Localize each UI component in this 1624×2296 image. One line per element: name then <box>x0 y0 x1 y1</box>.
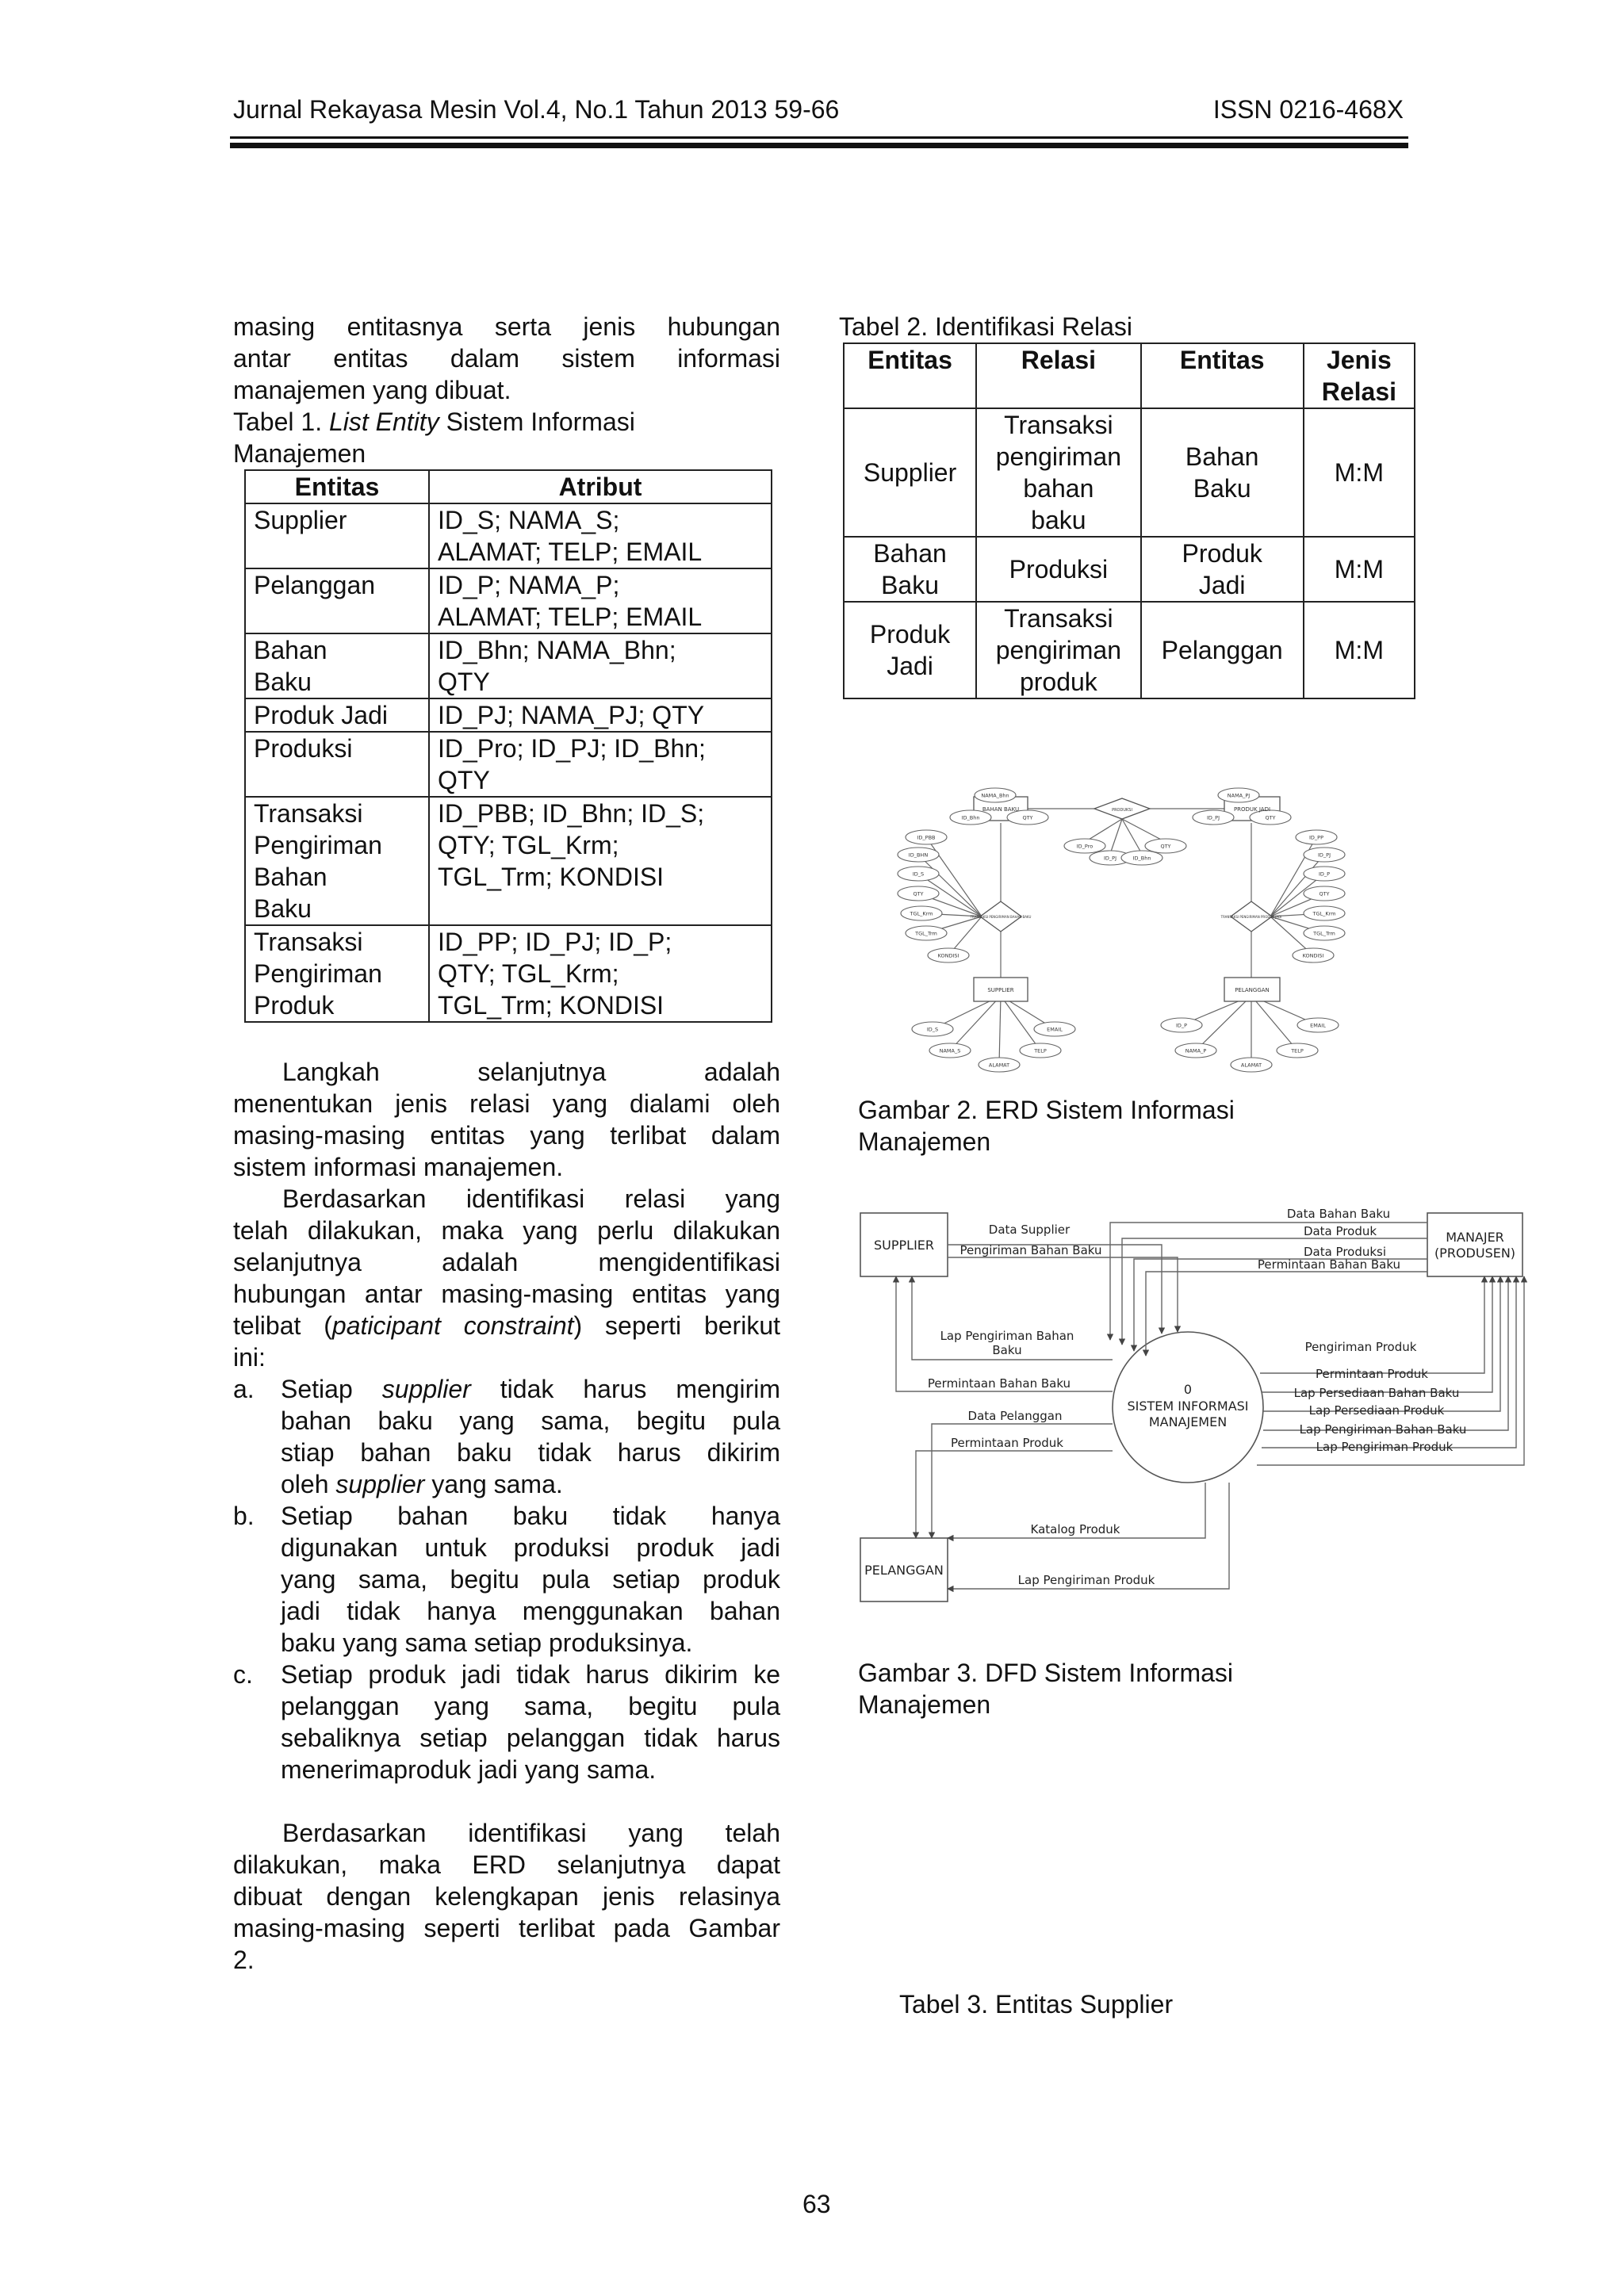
table2-row <box>844 602 1415 698</box>
caption-line: Manajemen <box>858 1690 991 1719</box>
erd-attribute-label: QTY <box>913 890 924 897</box>
list-label: a. <box>233 1375 255 1403</box>
erd-attribute-label: ID_Pro <box>1076 843 1094 850</box>
table1-row <box>245 503 772 568</box>
table2-cell <box>976 602 1141 698</box>
table2-row <box>844 408 1415 537</box>
list-item-b <box>233 1500 780 1659</box>
left-column <box>233 311 780 1976</box>
cell-line: Baku <box>1193 474 1251 503</box>
text-part: ) seperti berikut <box>573 1311 781 1340</box>
text-part: oleh <box>281 1470 336 1498</box>
erd-attribute-label: ID_S <box>912 871 925 878</box>
dfd-label: MANAJEMEN <box>1148 1414 1228 1429</box>
text-part: telibat ( <box>233 1311 332 1340</box>
cell-line: Produk <box>254 991 335 1020</box>
cell-line: ID_Bhn; NAMA_Bhn; <box>438 636 676 664</box>
flow-label: Lap Persediaan Bahan Baku <box>1293 1386 1460 1400</box>
text-line: yang sama, begitu pula setiap produk <box>281 1565 780 1594</box>
table1-cell-entitas <box>245 633 429 698</box>
erd-attribute-label: ID_PP <box>1308 834 1324 841</box>
erd-attribute-label: KONDISI <box>1302 952 1324 959</box>
erd-attribute-label: NAMA_PJ <box>1227 792 1251 799</box>
text-line: hubungan antar masing-masing entitas yang <box>233 1280 780 1308</box>
erd-attribute-label: ALAMAT <box>988 1062 1010 1069</box>
running-header-journal: Jurnal Rekayasa Mesin Vol.4, No.1 Tahun 2013 59-66 <box>233 95 840 124</box>
cell-line: Bahan <box>254 863 327 891</box>
cell-line: Bahan <box>873 539 947 568</box>
table1-row <box>245 925 772 1022</box>
running-header-issn: ISSN 0216-468X <box>1212 95 1404 124</box>
paragraph-berdasarkan <box>233 1183 780 1373</box>
flow-label: Data Pelanggan <box>967 1409 1063 1423</box>
table1-cell-atribut <box>429 633 772 698</box>
erd-label: TRANSAKSI PENGIRIMAN BAHAN BAKU <box>970 915 1032 919</box>
flow-label: Pengiriman Bahan Baku <box>959 1243 1102 1257</box>
cell-line: pengiriman <box>995 636 1122 664</box>
cell-line: pengiriman <box>995 442 1122 471</box>
cell-line: ID_PBB; ID_Bhn; ID_S; <box>438 799 705 828</box>
cell-line: Bahan <box>1185 442 1259 471</box>
text-line: Berdasarkan identifikasi yang telah <box>282 1819 780 1847</box>
text-italic: supplier <box>381 1375 471 1403</box>
text-line: sebaliknya setiap pelanggan tidak harus <box>281 1724 780 1752</box>
cell-line: M:M <box>1334 555 1384 584</box>
table2-header <box>1304 343 1415 408</box>
cell-line: ALAMAT; TELP; EMAIL <box>438 538 703 566</box>
erd-attribute-label: ID_PBB <box>917 834 936 841</box>
erd-attribute-label: ID_Bhn <box>1132 855 1151 862</box>
table1-cell-entitas <box>245 698 429 732</box>
table1-caption-line2: Manajemen <box>233 439 366 468</box>
cell-line: TGL_Trm; KONDISI <box>438 863 665 891</box>
erd-attribute-label: QTY <box>1022 814 1033 821</box>
cell-line: Produksi <box>1009 555 1109 584</box>
caption-italic: List Entity <box>328 408 439 436</box>
text-italic: paticipant constraint <box>331 1311 574 1340</box>
table2-header <box>844 343 976 408</box>
cell-line: Supplier <box>254 506 347 534</box>
text-line: menentukan jenis relasi yang dialami oleh <box>233 1089 780 1118</box>
text-line <box>281 1373 780 1405</box>
table1-row <box>245 797 772 925</box>
text-line: masing-masing entitas yang terlibat dalam <box>233 1121 780 1150</box>
dfd-diagram <box>848 1189 1530 1617</box>
cell-line: ID_PP; ID_PJ; ID_P; <box>438 928 672 956</box>
flow-label: Lap Persediaan Produk <box>1308 1403 1445 1418</box>
flow-label: Permintaan Bahan Baku <box>1257 1257 1401 1272</box>
paragraph-erd-intro <box>233 1817 780 1976</box>
table1-cell-atribut <box>429 503 772 568</box>
table3-caption: Tabel 3. Entitas Supplier <box>899 1990 1174 2019</box>
dfd-label: MANAJER <box>1446 1230 1504 1245</box>
erd-label: PELANGGAN <box>1235 987 1270 993</box>
flow-label: Data Produksi <box>1303 1245 1387 1259</box>
table1-caption <box>233 406 780 438</box>
table2-cell <box>1304 602 1415 698</box>
dfd-entity-manajer <box>1427 1213 1522 1276</box>
paragraph-langkah <box>233 1056 780 1183</box>
table1-row <box>245 732 772 797</box>
cell-line: Supplier <box>863 458 957 487</box>
cell-line: Pengiriman <box>254 831 382 859</box>
figure3-caption <box>858 1657 1233 1720</box>
table1-header-entitas: Entitas <box>245 470 429 503</box>
flow-label: Lap Pengiriman Bahan Baku <box>1299 1422 1467 1437</box>
table1-cell-atribut <box>429 797 772 925</box>
cell-line: Jadi <box>1198 571 1246 599</box>
text-line: pelanggan yang sama, begitu pula <box>281 1692 780 1720</box>
erd-diagram <box>872 725 1411 1098</box>
text-line: dibuat dengan kelengkapan jenis relasinya <box>233 1882 780 1911</box>
dfd-label: SISTEM INFORMASI <box>1127 1399 1249 1414</box>
erd-attribute-label: ID_P <box>1318 871 1331 878</box>
flow-label: Data Produk <box>1303 1224 1377 1238</box>
text-line: antar entitas dalam sistem informasi <box>233 344 780 373</box>
text-italic: supplier <box>335 1470 425 1498</box>
cell-line: bahan <box>1023 474 1094 503</box>
erd-attribute-label: TGL_Trm <box>915 930 937 937</box>
erd-attribute-label: ALAMAT <box>1240 1062 1262 1069</box>
flow-label: Permintaan Produk <box>1316 1367 1428 1381</box>
table-identifikasi-relasi <box>843 342 1415 699</box>
table2-row <box>844 537 1415 602</box>
cell-line: Transaksi <box>1004 411 1113 439</box>
erd-attribute-label: KONDISI <box>937 952 959 959</box>
caption-line: Gambar 2. ERD Sistem Informasi <box>858 1096 1235 1124</box>
caption-part: Tabel 1. <box>233 408 329 436</box>
header-rule-thin <box>230 136 1408 139</box>
cell-line: QTY <box>438 668 490 696</box>
flow-label: Lap Pengiriman Produk <box>1017 1573 1155 1587</box>
text-part: Setiap <box>281 1375 382 1403</box>
flow-label: Lap Pengiriman Bahan <box>940 1329 1074 1343</box>
table1-row <box>245 698 772 732</box>
erd-label: SUPPLIER <box>987 987 1014 993</box>
cell-line: Baku <box>881 571 940 599</box>
cell-line: Baku <box>254 668 312 696</box>
erd-attribute-label: NAMA_Bhn <box>981 792 1009 799</box>
cell-line: Produksi <box>254 734 353 763</box>
erd-attribute-label: TGL_Trm <box>1313 930 1335 937</box>
flow-label: Data Supplier <box>988 1223 1071 1237</box>
cell-line: Transaksi <box>254 799 363 828</box>
cell-line: ID_P; NAMA_P; <box>438 571 620 599</box>
cell-line: M:M <box>1334 636 1384 664</box>
cell-line: Relasi <box>1021 346 1096 374</box>
cell-line: Entitas <box>868 346 952 374</box>
figure2-caption <box>858 1094 1235 1158</box>
cell-line: TGL_Trm; KONDISI <box>438 991 665 1020</box>
flow-label: Baku <box>992 1343 1022 1357</box>
erd-attribute-label: ID_BHN <box>908 851 929 859</box>
table-list-entity <box>244 469 772 1023</box>
list-item-c <box>233 1659 780 1785</box>
text-part: tidak harus mengirim <box>470 1375 781 1403</box>
text-line: manajemen yang dibuat. <box>233 376 511 404</box>
text-line: menerimaproduk jadi yang sama. <box>281 1755 657 1784</box>
table2-cell <box>1304 408 1415 537</box>
table1-header-atribut: Atribut <box>429 470 772 503</box>
text-line: Berdasarkan identifikasi relasi yang <box>282 1184 780 1213</box>
cell-line: QTY <box>438 766 490 794</box>
table2-cell <box>976 408 1141 537</box>
text-line <box>281 1468 780 1500</box>
table2-header <box>1141 343 1304 408</box>
table2-caption: Tabel 2. Identifikasi Relasi <box>839 312 1132 341</box>
flow-label: Data Bahan Baku <box>1286 1207 1391 1221</box>
cell-line: Pengiriman <box>254 959 382 988</box>
table2-cell <box>844 602 976 698</box>
erd-attribute-label: TELP <box>1291 1047 1304 1054</box>
erd-attribute-label: ID_PJ <box>1103 855 1117 862</box>
erd-attribute-label: TGL_Krm <box>1312 910 1336 917</box>
table2-cell <box>1141 602 1304 698</box>
cell-line: Produk Jadi <box>254 701 388 729</box>
cell-line: baku <box>1031 506 1086 534</box>
cell-line: Baku <box>254 894 312 923</box>
erd-label: BAHAN BAKU <box>982 806 1020 813</box>
text-line: sistem informasi manajemen. <box>233 1153 564 1181</box>
text-line: masing entitasnya serta jenis hubungan <box>233 312 780 341</box>
cell-line: ALAMAT; TELP; EMAIL <box>438 603 703 631</box>
erd-attribute-label: TELP <box>1034 1047 1047 1054</box>
cell-line: Pelanggan <box>254 571 376 599</box>
text-part: yang sama. <box>424 1470 563 1498</box>
table1-row <box>245 568 772 633</box>
list-label: c. <box>233 1660 253 1689</box>
dfd-label: SUPPLIER <box>873 1238 935 1253</box>
text-line: digunakan untuk produksi produk jadi <box>281 1533 780 1562</box>
flow-label: Katalog Produk <box>1030 1522 1120 1536</box>
cell-line: ID_Pro; ID_PJ; ID_Bhn; <box>438 734 706 763</box>
erd-attribute-label: ID_S <box>926 1026 939 1033</box>
erd-label: TRANSAKSI PENGIRIMAN PRODUK JADI <box>1220 915 1282 919</box>
text-line: baku yang sama setiap produksinya. <box>281 1628 693 1657</box>
cell-line: Produk <box>1182 539 1262 568</box>
erd-label: PRODUK JADI <box>1233 806 1271 813</box>
flow-label: Permintaan Bahan Baku <box>927 1376 1071 1391</box>
text-line: masing-masing seperti terlibat pada Gambar <box>233 1914 780 1942</box>
table1-cell-entitas <box>245 732 429 797</box>
table1-cell-atribut <box>429 925 772 1022</box>
erd-attribute-label: NAMA_P <box>1185 1047 1207 1054</box>
cell-line: QTY; TGL_Krm; <box>438 831 619 859</box>
caption-line: Manajemen <box>858 1127 991 1156</box>
text-line: telah dilakukan, maka yang perlu dilakukan <box>233 1216 780 1245</box>
flow-label: Permintaan Produk <box>951 1436 1063 1450</box>
text-line: ini: <box>233 1343 266 1372</box>
text-line: dilakukan, maka ERD selanjutnya dapat <box>233 1850 780 1879</box>
flow-label: Pengiriman Produk <box>1304 1340 1417 1354</box>
page-number: 63 <box>802 2190 831 2218</box>
cell-line: QTY; TGL_Krm; <box>438 959 619 988</box>
table2-cell <box>1141 537 1304 602</box>
cell-line: Relasi <box>1321 377 1397 406</box>
cell-line: Pelanggan <box>1161 636 1283 664</box>
table1-cell-atribut <box>429 732 772 797</box>
text-line: Langkah selanjutnya adalah <box>282 1058 780 1086</box>
table1-cell-entitas <box>245 925 429 1022</box>
cell-line: Jenis <box>1326 346 1392 374</box>
table1-cell-entitas <box>245 797 429 925</box>
cell-line: ID_PJ; NAMA_PJ; QTY <box>438 701 705 729</box>
cell-line: produk <box>1019 668 1097 696</box>
erd-label: PRODUKSI <box>1112 808 1132 813</box>
table1-row <box>245 633 772 698</box>
dfd-label: (PRODUSEN) <box>1434 1246 1516 1261</box>
text-line: 2. <box>233 1946 255 1974</box>
cell-line: Transaksi <box>1004 604 1113 633</box>
erd-attribute-label: QTY <box>1160 843 1171 850</box>
text-line: Setiap produk jadi tidak harus dikirim ke <box>281 1660 780 1689</box>
cell-line: Transaksi <box>254 928 363 956</box>
erd-attribute-label: ID_PJ <box>1317 851 1331 859</box>
erd-attribute-label: QTY <box>1319 890 1330 897</box>
dfd-label: 0 <box>1183 1382 1193 1397</box>
text-line: jadi tidak hanya menggunakan bahan <box>281 1597 780 1625</box>
erd-attribute-label: ID_PJ <box>1206 814 1220 821</box>
table1-cell-atribut <box>429 698 772 732</box>
cell-line: Jadi <box>887 652 933 680</box>
intro-paragraph <box>233 311 780 406</box>
text-line: bahan baku yang sama, begitu pula <box>281 1406 780 1435</box>
table2-cell <box>1141 408 1304 537</box>
caption-part: Sistem Informasi <box>439 408 635 436</box>
table2-cell <box>844 408 976 537</box>
list-item-a <box>233 1373 780 1500</box>
table2-cell <box>1304 537 1415 602</box>
cell-line: ID_S; NAMA_S; <box>438 506 620 534</box>
text-line: stiap bahan baku tidak harus dikirim <box>281 1438 780 1467</box>
table1-cell-entitas <box>245 503 429 568</box>
erd-attribute-label: EMAIL <box>1047 1026 1063 1033</box>
table1-cell-atribut <box>429 568 772 633</box>
cell-line: Produk <box>869 620 951 649</box>
list-label: b. <box>233 1502 255 1530</box>
table2-header <box>976 343 1141 408</box>
header-rule-thick <box>230 143 1408 148</box>
caption-line: Gambar 3. DFD Sistem Informasi <box>858 1659 1233 1687</box>
text-line: selanjutnya adalah mengidentifikasi <box>233 1248 780 1276</box>
dfd-label: PELANGGAN <box>864 1563 944 1578</box>
text-line <box>233 1310 780 1341</box>
cell-line: M:M <box>1334 458 1384 487</box>
table1-cell-entitas <box>245 568 429 633</box>
table2-cell <box>976 537 1141 602</box>
erd-attribute-label: EMAIL <box>1310 1022 1326 1029</box>
erd-attribute-label: QTY <box>1265 814 1276 821</box>
cell-line: Entitas <box>1179 346 1265 374</box>
table2-cell <box>844 537 976 602</box>
text-line: Setiap bahan baku tidak hanya <box>281 1502 780 1530</box>
erd-attribute-label: ID_P <box>1175 1022 1188 1029</box>
erd-attribute-label: TGL_Krm <box>910 910 933 917</box>
erd-attribute-label: ID_Bhn <box>961 814 980 821</box>
cell-line: Bahan <box>254 636 327 664</box>
flow-label: Lap Pengiriman Produk <box>1316 1440 1454 1454</box>
erd-attribute-label: NAMA_S <box>939 1047 961 1054</box>
